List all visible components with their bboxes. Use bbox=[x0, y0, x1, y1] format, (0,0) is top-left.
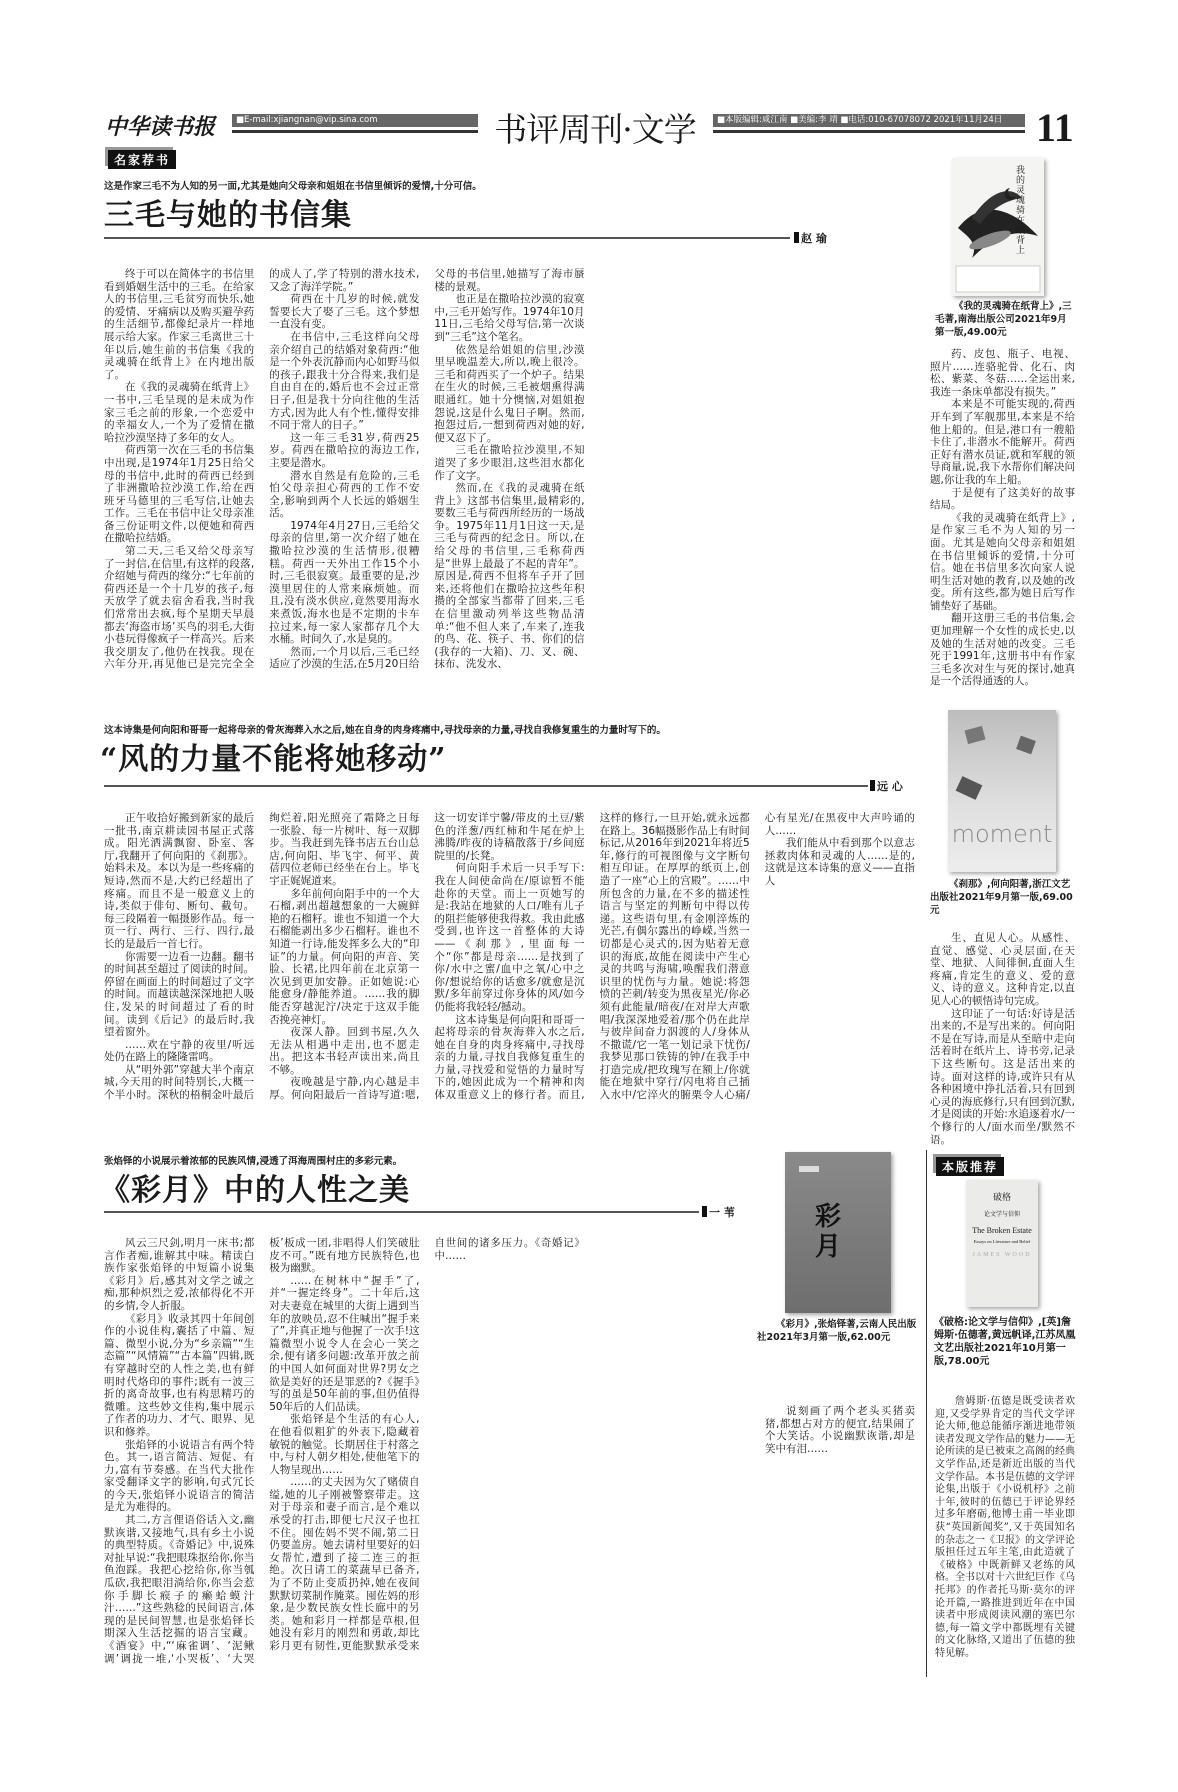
paragraph: 三毛在撒哈拉沙漠里,不知道哭了多少眼泪,这些泪水都化作了文字。 bbox=[434, 444, 585, 482]
divider bbox=[104, 1211, 699, 1213]
book-cover-subtitle-en: Essays on Literature and Belief bbox=[973, 1239, 1031, 1244]
paragraph: ……在树林中“握手”了,并“一握定终身”。二十年后,这对夫妻竟在城里的大街上遇到当年的放映员,忍不住喊出“握手来了”,并真正地与他握了一次手!这篇微型小说令人在会心一笑之余,便有诸多问题:改革开放之前的中国人如何面对世界?男女之欲是美好的还是罪恶的?《握手》写的虽是50年前的事,但仍值得50年后的人们品读。 bbox=[269, 1274, 420, 1413]
paragraph: 翻开这册三毛的书信集,会更加理解一个女性的成长史,以及她的生活对她的改变。三毛死于1991年,这册书中有作家三毛多次对生与死的探讨,她真是一个活得通透的人。 bbox=[930, 612, 1075, 688]
paragraph: 然而,在《我的灵魂骑在纸背上》这部书信集里,最精彩的,要数三毛与荷西所经历的一场战争。1975年11月1日这一天,是三毛与荷西的纪念日。所以,在给父母的书信里,三毛称荷西是“世界上最最了不起的青年”。原因是,荷西不但将车子开了回来,还将他们在撒哈拉这些年积攒的全部家当都带了回来,三毛在信里激动列举这些物品清单:“他不但人来了,车来了,连我的鸟、花、筷子、书、你们的信(我存的一大箱)、刀、叉、碗、抹布、洗发水、 bbox=[434, 482, 585, 671]
paragraph: 在《我的灵魂骑在纸背上》一书中,三毛呈现的是未成为作家三毛之前的形象,一个恋爱中的幸福女人,一个为了爱情在撒哈拉沙漠坚持了多年的女人。 bbox=[104, 381, 255, 444]
cover-photo-fragment bbox=[956, 776, 983, 800]
book-cover-image bbox=[785, 1152, 891, 1313]
author-name: 赵 瑜 bbox=[801, 232, 827, 245]
newspaper-logo: 中华读书报 bbox=[105, 114, 216, 140]
paragraph: 夜晚越是宁静,内心越是丰厚。何向阳最后一首诗写道:嗯,这一切安详宁馨/带皮的土豆/紫色的洋葱/西红柿和牛尾在炉上沸腾/昨夜的诗稿散落于/乡间庭院里的/长凳。 bbox=[269, 812, 585, 1102]
paragraph: 这本诗集是何向阳和哥哥一起将母亲的骨灰海葬入水之后,她在自身的肉身疼痛中,寻找母亲的力量,寻找自我修复重生的力量,寻找爱和觉悟的力量时写下的,她因此成为一个精神和肉体双重意义上的修行者。而且,这样的修行,一旦开始,就永远都在路上。36幅摄影作品上有时间标记,从2016年到2021年将近5年,修行的可视图像与文字断句相互印证。在厚厚的纸页上,创造了一座“心上的宫殿”。……中所包含的力量,在不多的描述性语言与坚定的判断句中得以传递。这些语句里,有金刚淬炼的光芒,有偶尔露出的峥嵘,当然一切都是心灵式的,因为贴着无意识的海底,故能在阅读中产生心灵的共鸣与海啸,唤醒我们潜意识里的忧伤与力量。她说:将怨愤的芒刺/转变为黑夜星光/你必须有此能量/暗夜/在对岸大声歌唱/我深深地爱着/那个仍在此岸与彼岸间奋力泅渡的人/身体从不撒谎/它一笔一划记录下忧伤/我梦见那口铁铸的钟/在我手中打造完成/把玫瑰写在额上/你就能在地狱中穿行/闪电将自己插入水中/它淬火的腑栗令人心痛/心有星光/在黑夜中大声吟诵的人…… bbox=[434, 812, 915, 1102]
paragraph: 潜水自然是有危险的,三毛怕父母亲担心荷西的工作不安全,影响到两个人长远的婚姻生活。 bbox=[269, 469, 420, 520]
book-cover-art bbox=[952, 158, 1044, 296]
book-caption: 《刹那》,何向阳著,浙江文艺出版社2021年9月第一版,69.00元 bbox=[930, 879, 1073, 916]
cover-photo-fragment bbox=[964, 726, 985, 744]
paragraph: 然而,一个月以后,三毛已经适应了沙漠的生活,在5月20日给父母的书信里,她描写了海市蜃楼的景观。 bbox=[269, 268, 585, 671]
paragraph: 荷西第一次在三毛的书信集中出现,是1974年1月25日给父母的书信中,此时的荷西已经到了非洲撒哈拉沙漠工作,给在西班牙马德里的三毛写信,让她去工作。三毛在书信中让父母亲准备三份证明文件,以便她和荷西在撒哈拉结婚。 bbox=[104, 444, 255, 545]
section-title: 书评周刊·文学 bbox=[494, 110, 696, 149]
paragraph: 依然是给姐姐的信里,沙漠里早晚温差大,所以,晚上很冷。三毛和荷西买了一个炉子。结果在生火的时候,三毛被烟熏得满眼通红。她十分懊恼,对姐姐抱怨说,这是什么鬼日子啊。然而,抱怨过后,一想到荷西对她的好,便又忍下了。 bbox=[434, 343, 585, 444]
paragraph: 这一年三毛31岁,荷西25岁。荷西在撒哈拉的海边工作,主要是潜水。 bbox=[269, 431, 420, 469]
author-name: 远 心 bbox=[877, 780, 903, 793]
paragraph: 詹姆斯·伍德是既受读者欢迎,又受学界肯定的当代文学评论大师,他总能循序渐进地带领读者发现文学作品的魅力——无论所读的是已被束之高阁的经典文学作品,还是新近出版的当代文学作品。本书是伍德的文学评论集,出版于《小说机杼》之前十年,彼时的伍德已于评论界经过多年磨砺,他博士甫一毕业即获“英国新闻奖”,又于英国知名的杂志之一《卫报》的文学评论版担任过五年主笔,由此造就了《破格》中既新鲜又老练的风格。全书以对十六世纪巨作《乌托邦》的作者托马斯·莫尔的评论开篇,一路推进到近年在中国读者中形成阅读风潮的塞巴尔德,每一篇文学中都既埋有关键的文化脉络,又道出了伍德的独特见解。 bbox=[935, 1396, 1075, 1659]
article2-headline: “风的力量不能将她移动” bbox=[100, 742, 447, 777]
book-cover-image bbox=[952, 158, 1044, 296]
article1-byline bbox=[794, 230, 827, 246]
editor-info-bar: ■本版编辑:咸江南 ■美编:李 靖 ■电话:010-67078072 2021年11月24日 bbox=[713, 114, 1025, 130]
paragraph: 《彩月》收录其四十年间创作的小说佳构,囊括了中篇、短篇、微型小说,分为“乡亲篇”“生态篇”“风情篇”“古本篇”四辑,既有穿越时空的人性之美,也有鲜明时代烙印的事件;既有一波三折的离奇故事,也有构思精巧的微雕。这些妙文佳构,集中展示了作者的功力、才气、眼界、见识和修养。 bbox=[104, 1312, 255, 1438]
paragraph: ……的丈夫因为欠了赌债自缢,她的儿子刚被警察带走。这对于母亲和妻子而言,是个难以承受的打击,即便七尺汉子也扛不住。囤佐妈不哭不闹,第二日仍要盖房。她去请村里要好的妇女帮忙,遭到了接二连三的拒绝。次日请工的菜蔬早已备齐,为了不防止变质扔掉,她在夜间默默切菜制作腌菜。囤佐妈的形象,是少数民族女性长廊中的另类。她和彩月一样都是草根,但她没有彩月的刚烈和勇敢,却比彩月更有韧性,更能默默承受来自世间的诸多压力。《奇婚记》中…… bbox=[269, 1237, 585, 1652]
paragraph: 生、直见人心。从感性、直觉、感觉、心灵层面,在天堂、地狱、人间徘徊,直面人生疼痛,肯定生的意义、爱的意义、诗的意义。这种肯定,以直见人心的顿悟诗句完成。 bbox=[930, 932, 1075, 1007]
article3-column5 bbox=[765, 1405, 915, 1677]
divider bbox=[104, 237, 790, 239]
article1-body bbox=[104, 268, 915, 678]
book-cover-title-cn: 破格 bbox=[992, 1193, 1011, 1203]
paragraph: 本来是不可能实现的,荷西开车到了军舰那里,本来是不给他上船的。但是,港口有一艘船卡住了,非潜水不能解开。荷西正好有潜水员证,就和军舰的领导商量,说,我下水帮你们解决问题,你让我的车上船。 bbox=[930, 398, 1075, 486]
book-cover-author: JAMES WOOD bbox=[972, 1252, 1032, 1258]
book-cover-title: 我的灵魂骑在纸背上 bbox=[1016, 166, 1026, 256]
book-cover-title-en: The Broken Estate bbox=[972, 1226, 1032, 1235]
paragraph: 在书信中,三毛这样向父母亲介绍自己的结婚对象荷西:“他是一个外表沉静而内心如野马似的孩子,跟我十分合得来,我们是自由自在的,婚后也不会过正常日子,但是我十分向往他的生活方式,因为此人有个性,懂得安排不同于常人的日子。” bbox=[269, 330, 420, 432]
page-number: 11 bbox=[1036, 105, 1074, 150]
article2-deck: 这本诗集是何向阳和哥哥一起将母亲的骨灰海葬入水之后,她在自身的肉身疼痛中,寻找母亲的力量,寻找自我修复重生的力量时写下的。 bbox=[104, 725, 666, 736]
paragraph: 风云三尺剑,明月一床书;都言作者痴,谁解其中味。精读白族作家张焰铎的中短篇小说集《彩月》后,感其对文学之诚之痴,那种炽烈之爱,浓郁得化不开的乡情,令人折服。 bbox=[104, 1237, 255, 1312]
paragraph: 正午收拾好搬到新家的最后一批书,南京耕读园书屋正式落成。阳光洒满飘窗、卧室、客厅,我翻开了何向阳的《刹那》。始料未及。本以为是一些疼痛的短诗,然而不是,大约已经超出了疼痛。而且不是一般意义上的诗,类似于俳句、断句、截句。每三段隔着一幅摄影作品。每一页一行、两行、三行、四行,最长的是最后一首七行。 bbox=[104, 812, 255, 950]
paragraph: 也正是在撒哈拉沙漠的寂寞中,三毛开始写作。1974年10月11日,三毛给父母写信,第一次谈到“三毛”这个笔名。 bbox=[434, 293, 585, 343]
book-caption: 《彩月》,张焰铎著,云南人民出版社2021年3月第一版,62.00元 bbox=[757, 1319, 917, 1343]
book-cover-title: moment bbox=[951, 820, 1053, 848]
paragraph: 你需要一边看一边翻。翻书的时间甚至超过了阅读的时间。停留在画面上的时间超过了文字的时间。而越读越深深地把人吸住,发呆的时间超过了看的时间。读到《后记》的最后时,我望着窗外。 bbox=[104, 950, 255, 1039]
paragraph: 夜深人静。回到书屋,久久无法从相遇中走出,也不愿走出。把这本书轻声读出来,尚且不够。 bbox=[269, 1026, 420, 1076]
paragraph: 药、皮包、瓶子、电视、照片……连骆驼骨、化石、肉松、紫菜、冬菇……全运出来,我连一条床单都没有损失。” bbox=[930, 348, 1075, 398]
column-tag: 名家荐书 bbox=[108, 150, 176, 169]
email-bar: ■E-mail:xjiangnan@vip.sina.com bbox=[232, 114, 478, 130]
paragraph: 张焰铎是个生活的有心人,在他看似粗犷的外表下,隐藏着敏锐的触觉。长期居住于村落之中,与村人朝夕相处,使他笔下的人物呈现出…… bbox=[269, 1413, 420, 1476]
article1-right-column bbox=[930, 348, 1075, 688]
paragraph: 第二天,三毛又给父母亲写了一封信,在信里,有这样的段落,介绍她与荷西的缘分:“七年前的荷西还是一个十几岁的孩子,每天放学了就去宿舍看我,当时我们常常出去疯,每个星期天早晨都去‘海盗市场’买鸟的羽毛,大街小巷玩得像疯子一样高兴。后来我交朋友了,他仍在找我。现在六年分开,再见他已是完完全全的成人了,学了特别的潜水技术,又念了海洋学院。” bbox=[104, 268, 420, 671]
cover-photo-fragment bbox=[1016, 736, 1036, 755]
recommend-body bbox=[935, 1396, 1075, 1677]
article3-byline bbox=[702, 1204, 735, 1220]
paragraph: 说刻画了两个老头买猪卖猪,都想占对方的便宜,结果闹了个大笑话。小说幽默诙谐,却是笑中有泪…… bbox=[765, 1405, 915, 1455]
paragraph: 其二,方言俚语俗话入文,幽默诙谐,又接地气,具有乡土小说的典型特质。《奇婚记》中,说殊对扯早说:“我把眼珠抠给你,你当鱼泡踩。我把心挖给你,你当瓠瓜砍,我把眼泪淌给你,你当会惹你手脚长瘊子的癞蛤蟆汁汁……”这些熟稔的民间语言,体现的是民间智慧,也是张焰铎长期深入生活挖掘的语言宝藏。《酒宴》中,“‘麻雀调’、‘泥鳅调’调拢一堆,‘小哭板’、‘大哭板’板成一团,非唱得人们笑破肚皮不可。”既有地方民族特色,也极为幽默。 bbox=[104, 1237, 420, 1665]
article1-headline: 三毛与她的书信集 bbox=[104, 198, 352, 233]
paragraph: 多年前何向阳手中的一个大石榴,剥出超越想象的一大碗鲜艳的石榴籽。谁也不知道一个大石榴能剥出多少石榴籽。谁也不知道一行诗,能发挥多么大的“印证”的力量。何向阳的声音、笑脸、长裙,比四年前在北京第一次见到更加安静。正如她说:心能愈身/静能养道。……我的脚能否穿越泥泞/决定于这双手能否挽亮神灯。 bbox=[269, 887, 420, 1026]
paragraph: 于是便有了这美好的故事结局。 bbox=[930, 486, 1075, 512]
book-cover-subtitle-cn: 论文学与信仰 bbox=[983, 1211, 1020, 1218]
paragraph: 这印证了一句话:好诗是活出来的,不是写出来的。何向阳不是在写诗,而是从至暗中走向活着时在纸片上、诗书旁,记录下这些断句。这是活出来的诗。面对这样的诗,或许只有从各种困境中挣扎活着,只有回到心灵的海底修行,只有回到沉默,才是阅读的开始:水追逐着水/一个修行的人/面水而坐/默然不语。 bbox=[930, 1007, 1075, 1146]
paragraph: ……欢在宁静的夜里/听远处仍在路上的隆隆雷鸣。 bbox=[104, 1038, 255, 1064]
paragraph: 终于可以在简体字的书信里看到婚姻生活中的三毛。在给家人的书信里,三毛贫穷而快乐,她的爱情、牙痛病以及购买避孕药的生活细节,都像纪录片一样地展示给大家。作家三毛离世三十年以后,她生前的书信集《我的灵魂骑在纸背上》在内地出版了。 bbox=[104, 268, 255, 381]
article2-right-column bbox=[930, 932, 1075, 1146]
article3-headline: 《彩月》中的人性之美 bbox=[100, 1173, 410, 1208]
paragraph: 1974年4月27日,三毛给父母亲的信里,第一次介绍了她在撒哈拉沙漠的生活情形,很糟糕。荷西一天外出工作15个小时,三毛很寂寞。最重要的是,沙漠里居住的人常来麻烦她。而且,没有淡水供应,竟然要用海水来煮饭,海水也是不定期的卡车拉过来,每一家人家都存几个大水桶。时间久了,水是臭的。 bbox=[269, 519, 420, 646]
paragraph: 张焰铎的小说语言有两个特色。其一,语言简洁、短促、有力,富有节奏感。在当代大批作家受翻译文字的影响,句式冗长的今天,张焰铎小说语言的简洁是尤为难得的。 bbox=[104, 1438, 255, 1514]
article2-byline bbox=[870, 778, 903, 794]
sidebar-divider bbox=[926, 1150, 927, 1677]
book-cover-image bbox=[948, 710, 1056, 872]
author-name: 一 苇 bbox=[709, 1206, 735, 1219]
article3-deck: 张焰铎的小说展示着浓郁的民族风情,浸透了洱海周围村庄的多彩元素。 bbox=[104, 1156, 403, 1167]
cover-boat-icon bbox=[799, 1166, 819, 1172]
divider bbox=[104, 785, 868, 787]
paragraph: 我们能从中看到那个以意志拯救肉体和灵魂的人……是的,这就是这本诗集的意义——直指人 bbox=[764, 837, 915, 887]
book-caption: 《我的灵魂骑在纸背上》,三毛著,南海出版公司2021年9月第一版,49.00元 bbox=[935, 301, 1072, 338]
book-caption: 《破格:论文学与信仰》,[英]詹姆斯·伍德著,黄远帆译,江苏凤凰文艺出版社2021年10月第一版,78.00元 bbox=[934, 1317, 1076, 1367]
book-cover-image bbox=[966, 1180, 1038, 1307]
paragraph: 《我的灵魂骑在纸背上》,是作家三毛不为人知的另一面。尤其是她向父母亲和姐姐在书信里倾诉的爱情,十分可信。她在书信里多次向家人说明生活对她的教育,以及她的改变。所有这些,都为她日后写作铺垫好了基础。 bbox=[930, 511, 1075, 612]
article3-body bbox=[104, 1237, 750, 1677]
paragraph: 从“明外郭”穿越大半个南京城,今天用的时间特别长,大概一个半小时。深秋的梧桐金叶最后绚烂着,阳光照亮了霜降之日每一张脸、每一片树叶、每一双脚步。当我赶到先锋书店五台山总店,何向阳、毕飞宇、何平、黄蓓四位老师已经坐在台上。毕飞宇正娓娓道来。 bbox=[104, 812, 420, 1102]
paragraph: 荷西在十几岁的时候,就发誓要长大了娶了三毛。这个梦想一直没有变。 bbox=[269, 293, 420, 331]
article1-deck: 这是作家三毛不为人知的另一面,尤其是她向父母亲和姐姐在书信里倾诉的爱情,十分可信。 bbox=[104, 181, 482, 192]
recommend-tag: 本版推荐 bbox=[936, 1157, 1004, 1176]
article2-body bbox=[104, 812, 915, 1107]
paragraph: 何向阳手术后一只手写下:我在人间使命尚在/原谅暂不能赴你的天堂。而上一页她写的是:我站在地狱的人口/唯有儿子的阻拦能够使我得救。我由此感受到,也许这一首整体的大诗——《刹那》,里面每一个“你”都是母亲……是找到了你/水中之蜜/血中之氧/心中之你/想说给你的话愈多/就愈是沉默/多年前穿过你身体的风/如今仍能将我轻轻/撼动。 bbox=[434, 862, 585, 1013]
book-cover-title: 彩月 bbox=[815, 1202, 842, 1262]
